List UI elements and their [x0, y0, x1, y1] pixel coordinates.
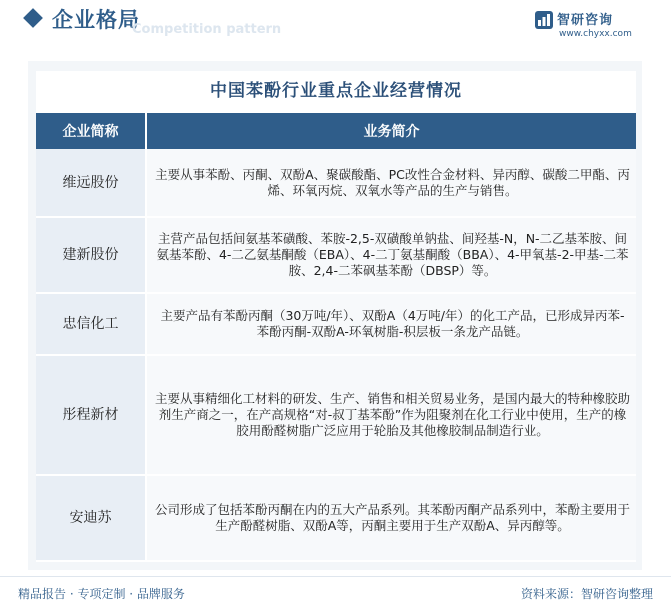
company-desc: 主要从事精细化工材料的研发、生产、销售和相关贸易业务，是国内最大的特种橡胶助剂生产商之一，在产高规格“对-叔丁基苯酚”作为阻聚剂在化工行业中使用，生产的橡胶用酚醛树脂广泛应用于轮胎及其他橡胶制品制造行业。 [146, 355, 636, 475]
table-row [36, 217, 636, 293]
column-header-name: 企业简称 [36, 113, 146, 149]
footer-slogan: 精品报告 · 专项定制 · 品牌服务 [18, 587, 185, 601]
table-header-row [36, 113, 636, 149]
page-footer [0, 576, 671, 609]
table-row [36, 355, 636, 475]
brand-url: www.chyxx.com [559, 29, 632, 39]
section-title: 企业格局 [52, 8, 140, 32]
diamond-icon [23, 8, 43, 28]
table-panel [36, 71, 636, 560]
page-header [0, 0, 671, 44]
company-name: 彤程新材 [36, 355, 146, 475]
company-desc: 主要产品有苯酚丙酮（30万吨/年）、双酚A（4万吨/年）的化工产品，已形成异丙苯-苯酚丙酮-双酚A-环氧树脂-积层板一条龙产品链。 [146, 293, 636, 355]
table-row [36, 475, 636, 561]
column-header-desc: 业务简介 [146, 113, 636, 149]
company-name: 安迪苏 [36, 475, 146, 561]
table-row [36, 293, 636, 355]
company-desc: 主营产品包括间氨基苯磺酸、苯胺-2,5-双磺酸单钠盐、间羟基-N，N-二乙基苯胺、间氨基苯酚、4-二乙氨基酮酸（EBA）、4-二丁氨基酮酸（BBA）、4-甲氧基-2-甲基-二苯胺、2,4-二苯砜基苯酚（DBSP）等。 [146, 217, 636, 293]
company-name: 忠信化工 [36, 293, 146, 355]
company-desc: 主要从事苯酚、丙酮、双酚A、聚碳酸酯、PC改性合金材料、异丙醇、碳酸二甲酯、丙烯、环氧丙烷、双氧水等产品的生产与销售。 [146, 149, 636, 217]
section-subtitle: Competition pattern [132, 22, 282, 37]
company-name: 建新股份 [36, 217, 146, 293]
table-row [36, 149, 636, 217]
brand-name: 智研咨询 [557, 13, 614, 28]
company-desc: 公司形成了包括苯酚丙酮在内的五大产品系列。其苯酚丙酮产品系列中，苯酚主要用于生产酚醛树脂、双酚A等，丙酮主要用于生产双酚A、异丙醇等。 [146, 475, 636, 561]
table-frame [28, 61, 642, 570]
chart-logo-icon [535, 11, 553, 29]
footer-source: 资料来源：智研咨询整理 [520, 587, 653, 601]
company-table [36, 113, 636, 562]
brand [535, 9, 645, 43]
company-name: 维远股份 [36, 149, 146, 217]
table-title: 中国苯酚行业重点企业经营情况 [210, 81, 462, 101]
